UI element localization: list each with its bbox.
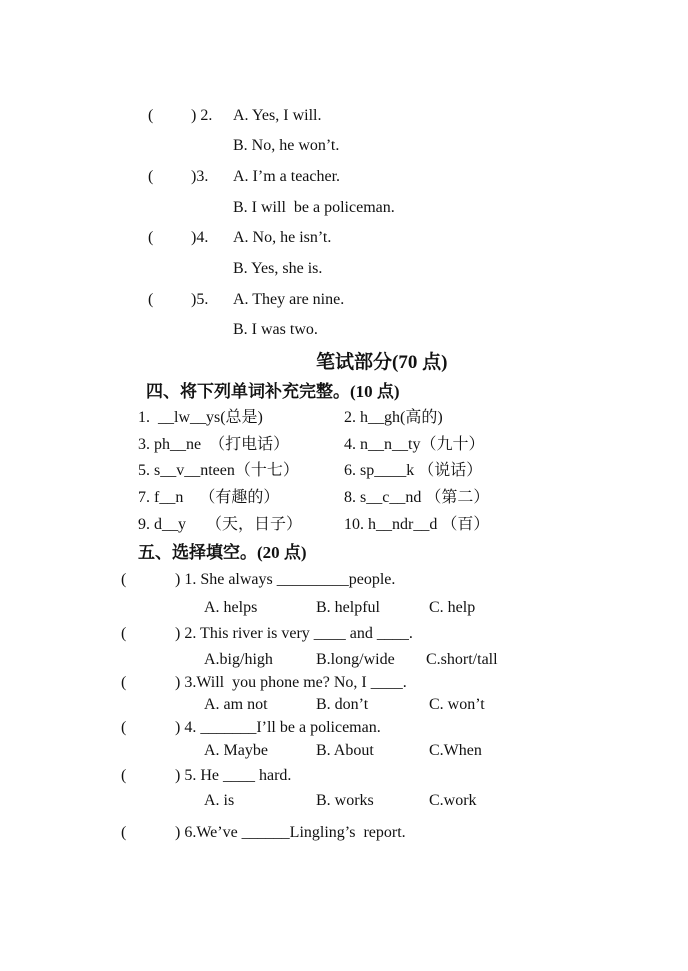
option-a: A. I’m a teacher. (233, 168, 341, 185)
word-item: 6. sp____k （说话） (344, 462, 483, 479)
option-c: C. help (429, 599, 476, 616)
option-a: A. Maybe (204, 742, 268, 759)
option-b: B. works (316, 792, 374, 809)
answer-paren-open: ( (148, 291, 154, 308)
word-item: 1. __lw__ys(总是) (138, 409, 263, 426)
option-a: A. Yes, I will. (233, 107, 322, 124)
option-b: B. I will be a policeman. (233, 199, 395, 216)
question-number: ) 2. (191, 107, 213, 124)
option-a: A.big/high (204, 651, 273, 668)
option-a: A. They are nine. (233, 291, 345, 308)
option-c: C.When (429, 742, 482, 759)
option-b: B. helpful (316, 599, 380, 616)
option-a: A. is (204, 792, 235, 809)
answer-paren-open: ( (121, 719, 127, 736)
option-a: A. helps (204, 599, 258, 616)
question-stem: ) 2. This river is very ____ and ____. (175, 625, 413, 642)
option-c: C.work (429, 792, 477, 809)
answer-paren-open: ( (148, 229, 154, 246)
question-number: )3. (191, 168, 209, 185)
option-c: C.short/tall (426, 651, 498, 668)
question-stem: ) 6.We’ve ______Lingling’s report. (175, 824, 406, 841)
question-number: )5. (191, 291, 209, 308)
answer-paren-open: ( (121, 824, 127, 841)
word-item: 4. n__n__ty（九十） (344, 436, 485, 453)
word-item: 8. s__c__nd （第二） (344, 489, 490, 506)
question-stem: ) 4. _______I’ll be a policeman. (175, 719, 381, 736)
option-b: B.long/wide (316, 651, 395, 668)
word-item: 3. ph__ne （打电话） (138, 436, 290, 453)
word-item: 5. s__v__nteen（十七） (138, 462, 299, 479)
word-item: 9. d__y （天，日子） (138, 516, 303, 533)
option-b: B. Yes, she is. (233, 260, 323, 277)
option-a: A. am not (204, 696, 268, 713)
option-a: A. No, he isn’t. (233, 229, 332, 246)
section-5-heading: 五、选择填空。(20 点) (138, 543, 307, 562)
question-stem: ) 3.Will you phone me? No, I ____. (175, 674, 407, 691)
word-item: 2. h__gh(高的) (344, 409, 443, 426)
option-b: B. I was two. (233, 321, 318, 338)
question-stem: ) 5. He ____ hard. (175, 767, 292, 784)
written-part-title: 笔试部分(70 点) (316, 352, 448, 373)
answer-paren-open: ( (121, 571, 127, 588)
section-4-heading: 四、将下列单词补充完整。(10 点) (146, 382, 400, 401)
answer-paren-open: ( (121, 767, 127, 784)
option-c: C. won’t (429, 696, 485, 713)
question-number: )4. (191, 229, 209, 246)
option-b: B. About (316, 742, 374, 759)
word-item: 7. f__n （有趣的） (138, 489, 280, 506)
option-b: B. No, he won’t. (233, 137, 340, 154)
answer-paren-open: ( (148, 168, 154, 185)
word-item: 10. h__ndr__d （百） (344, 516, 490, 533)
answer-paren-open: ( (121, 625, 127, 642)
answer-paren-open: ( (121, 674, 127, 691)
answer-paren-open: ( (148, 107, 154, 124)
option-b: B. don’t (316, 696, 369, 713)
question-stem: ) 1. She always _________people. (175, 571, 396, 588)
